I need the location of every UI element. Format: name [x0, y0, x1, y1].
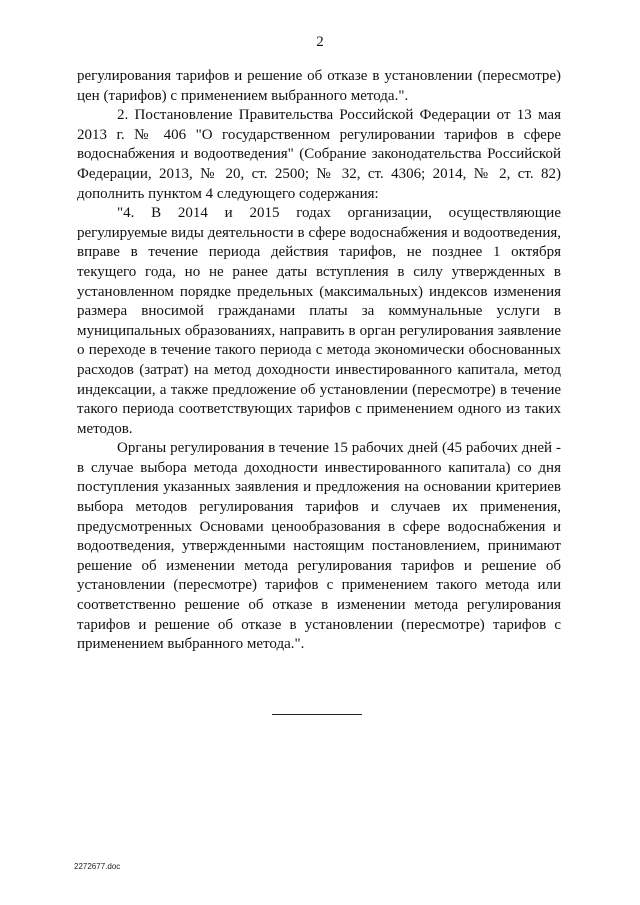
document-body	[77, 67, 561, 655]
paragraph-continuation: регулирования тарифов и решение об отказе в установлении (пересмотре) цен (тарифов) с применением выбранного метода.".	[77, 68, 561, 104]
page-number: 2	[316, 34, 324, 50]
paragraph-item-2: 2. Постановление Правительства Российской Федерации от 13 мая 2013 г. № 406 "О государственном регулировании тарифов в сфере водоснабжения и водоотведения" (Собрание законодательства Российской Федерации, 2013, № 20, ст. 2500; № 32, ст. 4306; 2014, № 2, ст. 82) дополнить пунктом 4 следующего содержания:	[77, 107, 561, 202]
document-file-code: 2272677.doc	[74, 862, 121, 871]
closing-divider-line	[272, 714, 362, 715]
paragraph-regulation-bodies: Органы регулирования в течение 15 рабочих дней (45 рабочих дней - в случае выбора метода доходности инвестированного капитала) со дня поступления указанных заявления и предложения на основании критериев выбора методов регулирования тарифов и случаев их применения, предусмотренных Основами ценообразования в сфере водоснабжения и водоотведения, утвержденными настоящим постановлением, принимают решение об изменении метода регулирования тарифов и решение об установлении (пересмотре) тарифов с применением такого метода или соответственно решение об отказе в изменении метода регулирования тарифов и решение об отказе в установлении (пересмотре) тарифов с применением выбранного метода.".	[77, 440, 561, 653]
paragraph-quoted-point-4: "4. В 2014 и 2015 годах организации, осуществляющие регулируемые виды деятельности в сфере водоснабжения и водоотведения, вправе в течение периода действия тарифов, не позднее 1 октября текущего года, но не ранее даты вступления в силу утвержденных в установленном порядке предельных (максимальных) индексов изменения размера вносимой гражданами платы за коммунальные услуги в муниципальных образованиях, направить в орган регулирования заявление о переходе в течение такого периода с метода экономически обоснованных расходов (затрат) на метод доходности инвестированного капитала, метод индексации, а также предложение об установлении (пересмотре) в течение такого периода соответствующих тарифов с применением одного из таких методов.	[77, 205, 561, 437]
